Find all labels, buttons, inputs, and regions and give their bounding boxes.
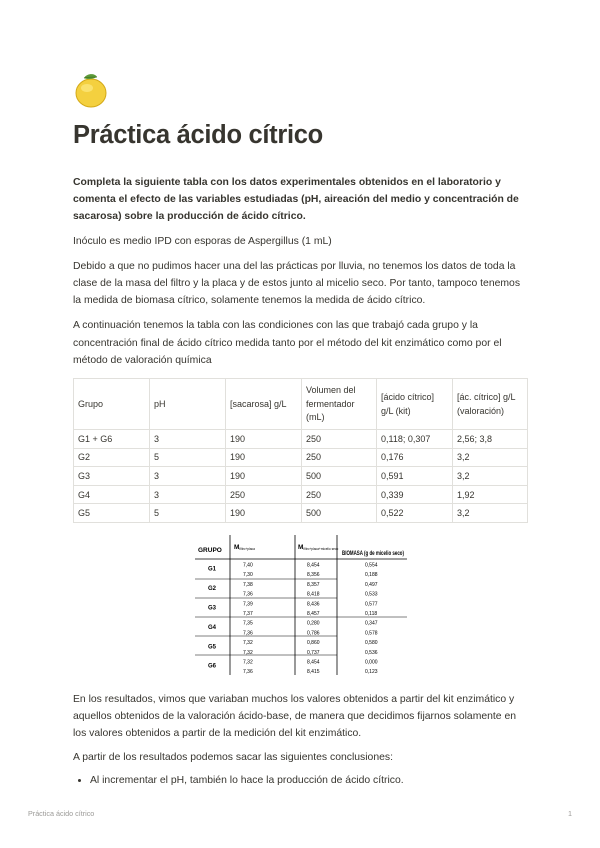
- biomass-group-label: G4: [207, 624, 217, 631]
- table-cell: 250: [226, 485, 302, 504]
- table-intro-paragraph: A continuación tenemos la tabla con las condiciones con las que trabajó cada grupo y la concentración final de ácido cítrico medida tanto por el método del kit enzimático como por el método de valoración química: [73, 320, 502, 366]
- biomass-value: 0,536: [365, 649, 378, 656]
- biomass-m1-value: 7,30: [243, 572, 253, 579]
- biomass-m2-value: 0,280: [307, 620, 320, 627]
- biomass-group-label: G5: [207, 644, 217, 651]
- biomass-group-label: G2: [207, 586, 217, 593]
- table-cell: 0,118; 0,307: [377, 430, 453, 449]
- biomass-value: 0,577: [365, 601, 378, 608]
- table-cell: 3: [150, 430, 226, 449]
- table-cell: 190: [226, 430, 302, 449]
- table-header: Grupo: [74, 379, 150, 430]
- footer-page-number: 1: [568, 809, 572, 818]
- page-content: [73, 70, 529, 789]
- biomass-m2-value: 0,786: [307, 630, 320, 637]
- table-cell: 0,176: [377, 448, 453, 467]
- table-cell: 250: [302, 485, 377, 504]
- table-cell: G5: [74, 504, 150, 523]
- table-cell: 2,56; 3,8: [453, 430, 528, 449]
- biomass-m2-value: 8,454: [307, 659, 320, 666]
- biomass-m2-value: 8,418: [307, 591, 320, 598]
- biomass-value: 0,497: [365, 581, 378, 588]
- footer-title: Práctica ácido cítrico: [28, 809, 95, 818]
- table-cell: 3: [150, 467, 226, 486]
- biomass-header-m1: Mfiltro+placa: [234, 544, 255, 551]
- biomass-m2-value: 8,357: [307, 581, 320, 588]
- biomass-value: 0,347: [365, 620, 378, 627]
- biomass-m1-value: 7,35: [243, 620, 253, 627]
- inoculum-paragraph: Inóculo es medio IPD con esporas de Aspergillus (1 mL): [73, 235, 332, 247]
- table-header: [ácido cítrico] g/L (kit): [377, 379, 453, 430]
- biomass-table-graphic: [195, 535, 407, 675]
- table-cell: 3,2: [453, 448, 528, 467]
- results-paragraph: En los resultados, vimos que variaban muchos los valores obtenidos a partir del kit enzimático y aquellos obtenidos de la valoración ácido-base, de manera que decidimos fijarnos solamente en los valores obtenidos a partir de la medición del kit enzimático.: [73, 694, 517, 740]
- biomass-m2-value: 0,737: [307, 649, 320, 656]
- table-cell: 0,522: [377, 504, 453, 523]
- biomass-m1-value: 7,39: [243, 601, 253, 608]
- biomass-m2-value: 8,356: [307, 572, 320, 579]
- biomass-value: 0,000: [365, 659, 378, 666]
- biomass-m2-value: 8,457: [307, 611, 320, 617]
- table-cell: 250: [302, 430, 377, 449]
- biomass-m2-value: 8,415: [307, 669, 320, 676]
- biomass-m1-value: 7,40: [243, 562, 253, 569]
- table-cell: 5: [150, 448, 226, 467]
- table-header: Volumen del fermentador (mL): [302, 379, 377, 430]
- page-title: Práctica ácido cítrico: [73, 121, 323, 149]
- biomass-value: 0,118: [365, 611, 378, 617]
- table-row: [74, 430, 528, 449]
- table-row: [74, 467, 528, 486]
- table-header-row: [74, 379, 528, 430]
- biomass-m1-value: 7,32: [243, 640, 253, 647]
- table-cell: 1,92: [453, 485, 528, 504]
- biomass-group-label: G6: [207, 663, 217, 670]
- biomass-group-label: G3: [207, 605, 217, 612]
- table-cell: 190: [226, 467, 302, 486]
- table-header: [ác. cítrico] g/L (valoración): [453, 379, 528, 430]
- biomass-m1-value: 7,36: [243, 630, 253, 637]
- biomass-table-image: [195, 535, 407, 675]
- list-item: • Al incrementar el pH, también lo hace la producción de ácido cítrico.: [90, 772, 529, 789]
- biomass-m1-value: 7,37: [243, 611, 253, 617]
- table-cell: 190: [226, 448, 302, 467]
- conclusions-intro-paragraph: A partir de los resultados podemos sacar las siguientes conclusiones:: [73, 751, 393, 763]
- biomass-header-grupo: GRUPO: [198, 547, 222, 554]
- table-row: [74, 485, 528, 504]
- table-cell: 0,339: [377, 485, 453, 504]
- biomass-m2-value: 0,860: [307, 640, 320, 647]
- conclusions-list: [73, 772, 529, 789]
- biomass-value: 0,578: [365, 630, 378, 637]
- intro-paragraph: Completa la siguiente tabla con los datos experimentales obtenidos en el laboratorio y comenta el efecto de las variables estudiadas (pH, aireación del medio y concentración de sacarosa) sobre la producción de ácido cítrico.: [73, 177, 519, 223]
- biomass-m2-value: 8,436: [307, 601, 320, 608]
- table-cell: 0,591: [377, 467, 453, 486]
- table-header: pH: [150, 379, 226, 430]
- lemon-icon: [71, 70, 109, 110]
- biomass-value: 0,188: [365, 572, 378, 579]
- table-cell: 5: [150, 504, 226, 523]
- biomass-value: 0,123: [365, 669, 378, 676]
- table-header: [sacarosa] g/L: [226, 379, 302, 430]
- conditions-table: [73, 378, 528, 523]
- table-cell: G3: [74, 467, 150, 486]
- table-cell: 3,2: [453, 504, 528, 523]
- table-cell: G2: [74, 448, 150, 467]
- table-cell: G1 + G6: [74, 430, 150, 449]
- table-cell: G4: [74, 485, 150, 504]
- rain-note-paragraph: Debido a que no pudimos hacer una del las prácticas por lluvia, no tenemos los datos de toda la clase de la masa del filtro y la placa y de estos junto al micelio seco. Por tanto, tampoco tenemos la medida de biomasa cítrico, solamente tenemos la medida de ácido cítrico.: [73, 260, 521, 307]
- biomass-group-label: G1: [207, 566, 217, 573]
- table-cell: 500: [302, 504, 377, 523]
- table-cell: 3: [150, 485, 226, 504]
- biomass-header-m2: Mfiltro+placa+micelio seco: [298, 544, 339, 551]
- biomass-m1-value: 7,32: [243, 659, 253, 666]
- biomass-m1-value: 7,36: [243, 669, 253, 676]
- biomass-value: 0,554: [365, 562, 378, 569]
- table-cell: 3,2: [453, 467, 528, 486]
- table-cell: 250: [302, 448, 377, 467]
- biomass-header-biomasa: BIOMASA (g de micelio seco): [342, 551, 404, 557]
- table-cell: 500: [302, 467, 377, 486]
- biomass-m1-value: 7,32: [243, 649, 253, 656]
- table-row: [74, 504, 528, 523]
- biomass-m1-value: 7,38: [243, 581, 253, 588]
- table-row: [74, 448, 528, 467]
- biomass-m1-value: 7,36: [243, 591, 253, 598]
- biomass-value: 0,580: [365, 640, 378, 647]
- table-cell: 190: [226, 504, 302, 523]
- biomass-m2-value: 8,454: [307, 562, 320, 569]
- biomass-value: 0,533: [365, 591, 378, 598]
